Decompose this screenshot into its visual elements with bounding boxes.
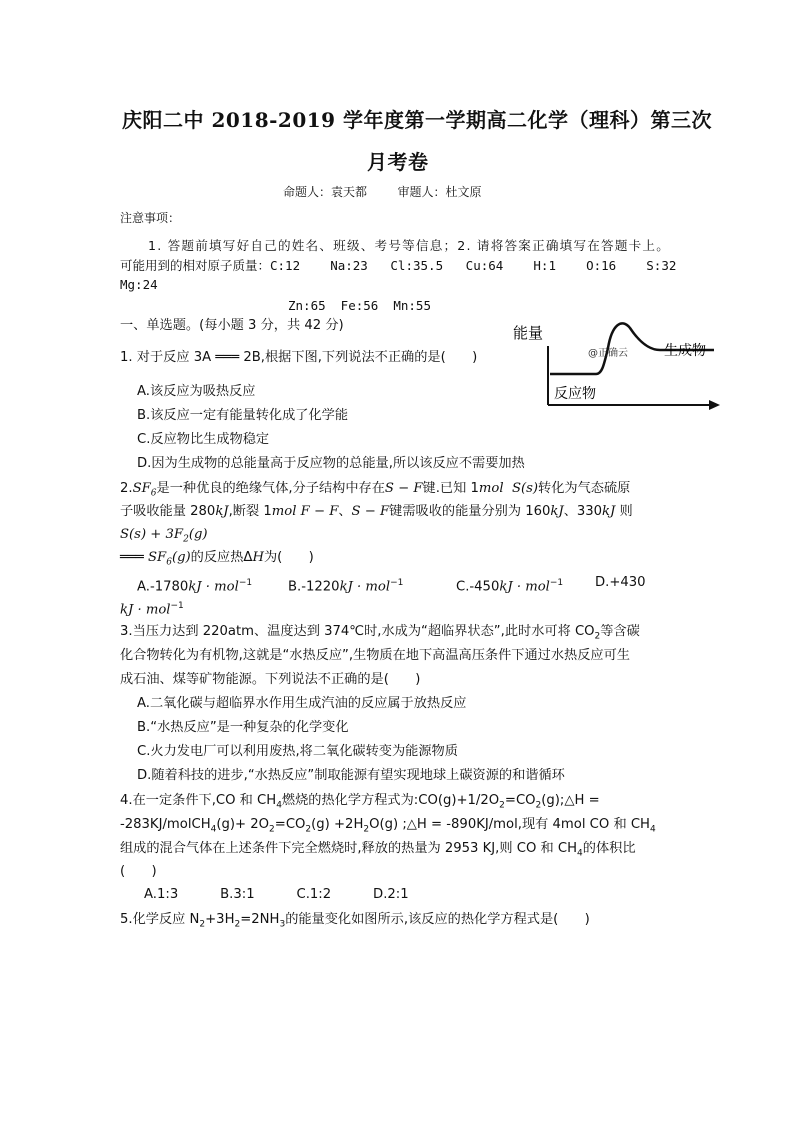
section-title: 一、单选题。(每小题 3 分，共 42 分)	[120, 318, 344, 333]
q2-option-d-unit: kJ · mol$^{-1}$	[120, 601, 184, 618]
diagram-y-label: 能量	[513, 324, 544, 342]
q3-option-d: D.随着科技的进步,“水热反应”制取能源有望实现地球上碳资源的和谐循环	[137, 768, 565, 783]
diagram-product-label: 生成物	[664, 343, 706, 359]
q4-options: A.1:3 B.3:1 C.1:2 D.2:1	[144, 887, 409, 902]
diagram-watermark: @正确云	[588, 348, 628, 359]
q2-option-d: D.+430	[595, 575, 646, 590]
q4-line4: ( )	[120, 864, 157, 879]
atomic-masses-line1: 可能用到的相对原子质量：C:12 Na:23 Cl:35.5 Cu:64 H:1 O:16 S:32	[120, 258, 677, 273]
q3-line2: 化合物转化为有机物,这就是“水热反应”,生物质在地下高温高压条件下通过水热反应可生	[120, 648, 630, 663]
q1-option-a: A.该反应为吸热反应	[137, 384, 256, 399]
q2-option-c: C.-450kJ · mol$^{-1}$	[456, 578, 564, 595]
page-title-line1: 庆阳二中 2018-2019 学年度第一学期高二化学（理科）第三次	[122, 108, 713, 132]
q3-line1: 3.当压力达到 220atm、温度达到 374℃时,水成为“超临界状态”,此时水可将 $CO_2$等含碳	[120, 624, 640, 642]
q2-line2: 子吸收能量 280kJ,断裂 1mol F − F、S − F键需吸收的能量分别为 160kJ、330kJ 则	[120, 504, 633, 519]
page-title-line2: 月考卷	[367, 150, 429, 174]
q2-line3: $S(s) + 3F_2(g)$	[120, 527, 208, 545]
q1-option-c: C.反应物比生成物稳定	[137, 432, 270, 447]
q1-option-d: D.因为生成物的总能量高于反应物的总能量,所以该反应不需要加热	[137, 456, 525, 471]
diagram-reactant-label: 反应物	[554, 386, 596, 402]
q4-line3: 组成的混合气体在上述条件下完全燃烧时,释放的热量为 2953 KJ,则 CO 和 $CH_4$的体积比	[120, 841, 636, 859]
q4-line2: -283KJ/molCH$_4$(g)+ $2O_2=CO_2(g) +2H_2O(g)$ ;△H = -890KJ/mol,现有 4mol CO 和 $CH_4$	[120, 817, 656, 835]
energy-diagram	[508, 310, 724, 414]
notice-heading: 注意事项：	[120, 211, 181, 225]
atomic-masses-line3: Zn:65 Fe:56 Mn:55	[288, 298, 431, 313]
q1-stem: 1. 对于反应 3A ═══ 2B,根据下图,下列说法不正确的是( )	[120, 350, 478, 365]
q5-stem: 5.化学反应 $N_2+3H_2=2NH_3$的能量变化如图所示,该反应的热化学方程式是( )	[120, 912, 590, 930]
q2-option-a: A.-1780kJ · mol$^{-1}$	[137, 578, 253, 595]
q4-line1: 4.在一定条件下,CO 和 $CH_4$燃烧的热化学方程式为$:CO(g)+1/2O_2=CO_2(g);\triangle H$ =	[120, 793, 600, 811]
q2-line1: $2.SF_6$是一种优良的绝缘气体,分子结构中存在S − F键.已知 1mol S(s)转化为气态硫原	[120, 481, 631, 499]
notice-instructions: 1. 答题前填写好自己的姓名、班级、考号等信息；2. 请将答案正确填写在答题卡上。	[148, 238, 671, 253]
q3-line3: 成石油、煤等矿物能源。下列说法不正确的是( )	[120, 672, 421, 687]
q1-option-b: B.该反应一定有能量转化成了化学能	[137, 408, 349, 423]
authors: 命题人：袁天都 审题人：杜文原	[283, 185, 482, 199]
q2-line4: ═══ $SF_6(g)$的反应热ΔH为( )	[120, 550, 314, 568]
q3-option-c: C.火力发电厂可以利用废热,将二氧化碳转变为能源物质	[137, 744, 458, 759]
q3-option-a: A.二氧化碳与超临界水作用生成汽油的反应属于放热反应	[137, 696, 467, 711]
diagram-arrow-head	[709, 400, 720, 410]
q3-option-b: B.“水热反应”是一种复杂的化学变化	[137, 720, 349, 735]
q2-option-b: B.-1220kJ · mol$^{-1}$	[288, 578, 404, 595]
atomic-masses-line2: Mg:24	[120, 277, 158, 292]
